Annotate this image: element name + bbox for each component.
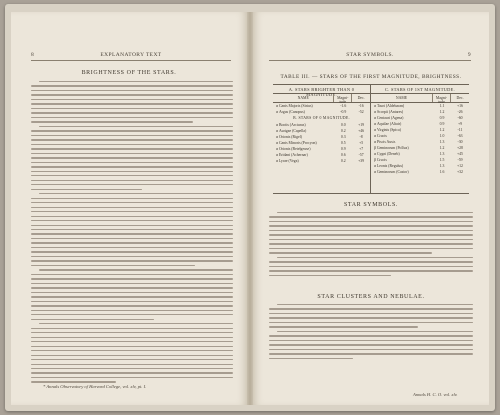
table-cell-name: α Scorpii (Antares) (374, 110, 404, 114)
table-cell-dec: +9 (457, 122, 463, 126)
table-cell-mag: 0.9 (340, 147, 346, 151)
text-line (269, 243, 473, 244)
table-cell-dec: -60 (457, 116, 463, 120)
col-name-header: NAME (371, 94, 433, 102)
table-cell-name: α Aurigae (Capella) (276, 129, 307, 133)
table-cell-dec: +32 (457, 170, 463, 174)
text-line (269, 248, 473, 249)
table-cell-name: α Geminorum (Castor) (374, 170, 409, 174)
table-cell-dec: +45 (457, 152, 463, 156)
text-line (31, 355, 233, 356)
table-cell-dec: +39 (358, 159, 365, 163)
right-running-head-title: STAR SYMBOLS. (346, 52, 394, 58)
text-line (31, 251, 233, 252)
text-line (31, 175, 233, 176)
text-line (31, 274, 233, 275)
table-cell-name: α Piscis Austr. (374, 140, 396, 144)
col-mag-header: Magni-tude (334, 94, 352, 102)
col-dec-header: Dec. (357, 96, 365, 100)
table-cell-name: α Virginis (Spica) (374, 128, 402, 132)
left-page (11, 12, 247, 405)
table-cell-dec: -26 (457, 110, 463, 114)
table-cell-mag: 0.3 (340, 135, 346, 139)
table-cell-dec: +16 (457, 104, 463, 108)
text-line (31, 211, 233, 212)
text-line (31, 162, 233, 163)
table-cell-name: α Orionis (Rigel) (276, 135, 303, 139)
text-line (31, 112, 233, 113)
text-line (269, 234, 473, 235)
text-line (31, 108, 233, 109)
right-page-number: 9 (467, 52, 471, 58)
table-rows-b (273, 122, 370, 164)
table-cell-mag: 1.6 (439, 170, 445, 174)
table-cell-dec: +12 (457, 164, 463, 168)
text-line (269, 322, 473, 323)
text-line (277, 257, 473, 258)
text-line (269, 261, 473, 262)
text-line (31, 287, 233, 288)
text-line (31, 189, 142, 190)
text-line (31, 166, 233, 167)
table-subhead-b: B. STARS OF 0 MAGNITUDE. (293, 116, 350, 120)
text-line (31, 229, 233, 230)
text-line (31, 94, 233, 95)
text-line (39, 126, 233, 127)
table-cell-dec: +28 (457, 146, 463, 150)
left-body-text (31, 81, 233, 386)
text-line (31, 359, 233, 360)
table-cell-mag: 0.0 (340, 123, 346, 127)
text-line (31, 346, 233, 347)
right-running-head (269, 52, 471, 62)
col-dec-header: Dec. (456, 96, 464, 100)
table-title: TABLE III. — STARS OF THE FIRST MAGNITUDE, BRIGHTNESS. (280, 74, 462, 80)
text-line (31, 184, 233, 185)
text-line (269, 266, 473, 267)
table-cell-dec: +19 (358, 123, 365, 127)
text-line (269, 335, 473, 336)
table-cell-name: α Leonis (Regulus) (374, 164, 404, 168)
star-symbols-text (269, 212, 473, 279)
text-line (277, 331, 473, 332)
table-cell-mag: 0.6 (340, 153, 346, 157)
text-line (269, 326, 418, 327)
table-cell-dec: -63 (457, 134, 463, 138)
table-left-header: A. STARS BRIGHTER THAN 0 MAGNITUDE. (273, 85, 370, 94)
table-cell-mag: -1.6 (340, 104, 347, 108)
text-line (31, 301, 233, 302)
table-cell-mag: -0.9 (340, 110, 347, 114)
text-line (269, 358, 353, 359)
text-line (269, 216, 473, 217)
table-rows-a (273, 103, 370, 115)
text-line (269, 275, 391, 276)
table-cell-mag: 1.5 (439, 158, 445, 162)
table-cell-name: α Centauri (Agena) (374, 116, 404, 120)
text-line (31, 216, 233, 217)
table-cell-mag: 0.2 (340, 159, 346, 163)
text-line (31, 207, 233, 208)
table-row (371, 169, 469, 175)
text-line (31, 121, 193, 122)
text-line (31, 377, 233, 378)
text-line (31, 319, 154, 320)
text-line (31, 90, 233, 91)
text-line (31, 153, 233, 154)
text-line (269, 308, 473, 309)
text-line (39, 193, 233, 194)
table-cell-mag: 1.2 (439, 128, 445, 132)
text-line (269, 225, 473, 226)
left-running-head (31, 52, 231, 62)
table-right-subheader (371, 94, 469, 103)
open-book (5, 4, 495, 411)
table-cell-dec: -8 (359, 135, 363, 139)
star-symbols-title: STAR SYMBOLS. (344, 202, 398, 208)
text-line (269, 230, 473, 231)
text-line (269, 353, 473, 354)
table-cell-mag: 0.5 (340, 141, 346, 145)
right-page (253, 12, 489, 405)
col-name-header: NAME (273, 94, 334, 102)
text-line (31, 256, 233, 257)
table-cell-name: α Canis Minoris (Procyon) (276, 141, 317, 145)
table-cell-mag: 1.0 (439, 134, 445, 138)
text-line (31, 292, 233, 293)
table-cell-mag: 1.2 (439, 110, 445, 114)
table-cell-name: α Orionis (Betelgeuse) (276, 147, 311, 151)
text-line (31, 381, 116, 382)
text-line (31, 139, 233, 140)
text-line (31, 85, 233, 86)
table-cell-dec: -11 (457, 128, 463, 132)
table-cell-dec: +46 (358, 129, 365, 133)
text-line (31, 368, 233, 369)
table-cell-dec: -30 (457, 140, 463, 144)
table-cell-mag: 0.9 (439, 116, 445, 120)
left-section-title: BRIGHTNESS OF THE STARS. (81, 70, 177, 76)
text-line (277, 212, 473, 213)
table-left-subheader (273, 94, 370, 103)
text-line (31, 198, 233, 199)
table-cell-name: β Geminorum (Pollux) (374, 146, 409, 150)
text-line (31, 296, 233, 297)
text-line (31, 314, 233, 315)
left-page-number: 8 (31, 52, 35, 58)
table-cell-dec: -57 (358, 153, 364, 157)
right-footnote: Annals H. C. O. vol. xlv. (413, 392, 458, 397)
text-line (39, 81, 233, 82)
table-cell-name: α Tauri (Aldebaran) (374, 104, 405, 108)
text-line (39, 323, 233, 324)
text-line (269, 239, 473, 240)
text-line (269, 252, 432, 253)
text-line (31, 157, 233, 158)
table-cell-name: β Crucis (374, 158, 387, 162)
text-line (31, 135, 233, 136)
text-line (269, 270, 473, 271)
text-line (31, 242, 233, 243)
text-line (31, 148, 233, 149)
text-line (31, 305, 233, 306)
right-head-rule (269, 60, 471, 61)
table-cell-mag: 1.2 (439, 146, 445, 150)
table-cell-name: α Aquilae (Altair) (374, 122, 402, 126)
text-line (269, 313, 473, 314)
table-cell-mag: 0.9 (439, 122, 445, 126)
table-cell-mag: 1.3 (439, 152, 445, 156)
table-cell-name: α Cygni (Deneb) (374, 152, 400, 156)
text-line (31, 372, 233, 373)
table-cell-dec: +7 (359, 147, 364, 151)
table-cell-mag: 0.2 (340, 129, 346, 133)
text-line (31, 130, 233, 131)
table-cell-dec: +5 (359, 141, 364, 145)
table-cell-name: α Crucis (374, 134, 387, 138)
text-line (31, 341, 233, 342)
text-line (31, 350, 233, 351)
text-line (269, 317, 473, 318)
table-row (273, 158, 370, 164)
text-line (31, 278, 233, 279)
text-line (31, 328, 233, 329)
left-running-head-title: EXPLANATORY TEXT (100, 52, 162, 58)
table-cell-mag: 1.3 (439, 164, 445, 168)
text-line (269, 221, 473, 222)
table-cell-mag: 1.3 (439, 140, 445, 144)
table-cell-name: α Bootis (Arcturus) (276, 123, 306, 127)
table-cell-dec: -52 (358, 110, 364, 114)
text-line (31, 265, 195, 266)
table-cell-name: α Argus (Canopus) (276, 110, 305, 114)
text-line (269, 349, 473, 350)
text-line (31, 144, 233, 145)
table-rows-c (371, 103, 469, 175)
table-cell-dec: -16 (358, 104, 364, 108)
text-line (31, 364, 233, 365)
table-cell-dec: -59 (457, 158, 463, 162)
table-left-column (273, 85, 371, 193)
text-line (39, 269, 233, 270)
text-line (31, 99, 233, 100)
text-line (31, 260, 233, 261)
text-line (31, 238, 233, 239)
text-line (31, 247, 233, 248)
text-line (31, 180, 233, 181)
text-line (31, 310, 233, 311)
text-line (31, 233, 233, 234)
text-line (269, 344, 473, 345)
clusters-title: STAR CLUSTERS AND NEBULAE. (317, 294, 425, 300)
table-right-header: C. STARS OF 1ST MAGNITUDE. (371, 85, 469, 94)
text-line (31, 283, 233, 284)
text-line (31, 171, 233, 172)
text-line (277, 304, 473, 305)
text-line (31, 225, 233, 226)
table-cell-mag: 1.1 (439, 104, 445, 108)
left-footnote: * Annals Observatory of Harvard College, vol. xlv, pt. I. (43, 384, 147, 389)
text-line (31, 337, 233, 338)
star-table (273, 84, 469, 194)
text-line (31, 117, 233, 118)
clusters-text (269, 304, 473, 362)
table-cell-name: α Lyrae (Vega) (276, 159, 299, 163)
table-cell-name: α Canis Majoris (Sirius) (276, 104, 313, 108)
text-line (31, 332, 233, 333)
text-line (31, 202, 233, 203)
col-mag-header: Magni-tude (433, 94, 451, 102)
text-line (31, 220, 233, 221)
left-head-rule (31, 60, 231, 61)
table-cell-name: α Eridani (Achernar) (276, 153, 308, 157)
table-right-column (371, 85, 469, 193)
text-line (31, 103, 233, 104)
text-line (269, 340, 473, 341)
